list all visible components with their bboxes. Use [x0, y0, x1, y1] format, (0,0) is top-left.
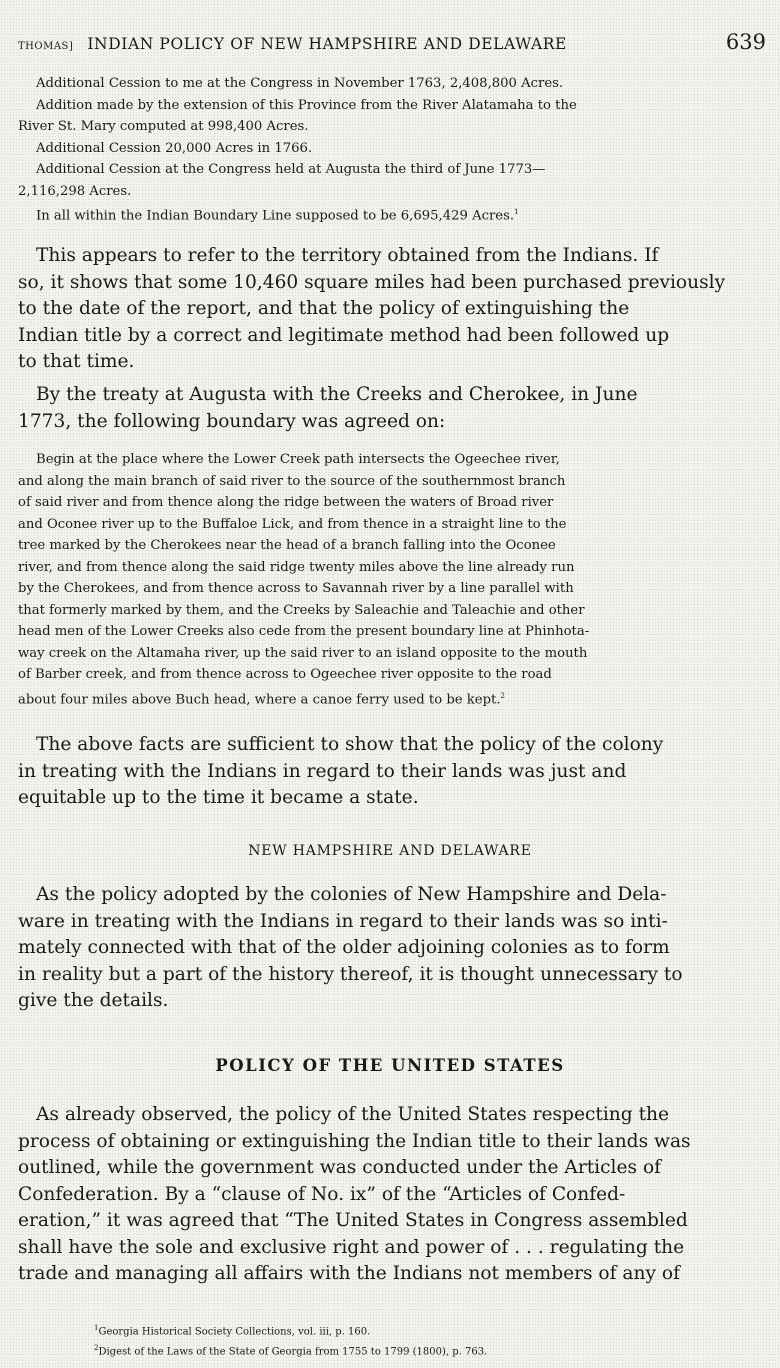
quote-line: of Barber creek, and from thence across to Ogeechee river opposite to the road — [18, 667, 552, 682]
section-heading-new-hampshire: NEW HAMPSHIRE AND DELAWARE — [248, 843, 532, 859]
quote-line: Begin at the place where the Lower Creek path intersects the Ogeechee river, — [36, 452, 560, 467]
running-header — [18, 30, 766, 56]
cession-line — [18, 202, 766, 227]
footnote — [94, 1320, 487, 1340]
cession-total: In all within the Indian Boundary Line supposed to be 6,695,429 Acres. — [36, 208, 515, 224]
cession-line: 2,116,298 Acres. — [18, 183, 132, 199]
text-line: give the details. — [18, 990, 169, 1011]
footnote-ref: 1 — [514, 208, 519, 216]
quote-line: and Oconee river up to the Buffaloe Lick, and from thence in a straight line to the — [18, 516, 567, 532]
paragraph-treaty — [18, 382, 766, 435]
paragraph-new-hampshire — [18, 882, 766, 1015]
quote-line: by the Cherokees, and from thence across to Savannah river by a line parallel with — [18, 581, 574, 596]
cession-line: Addition made by the extension of this Province from the River Alatamaha to the — [36, 97, 577, 113]
text-line: process of obtaining or extinguishing the Indian title to their lands was — [18, 1130, 691, 1152]
header-title: INDIAN POLICY OF NEW HAMPSHIRE AND DELAWARE — [87, 35, 567, 53]
text-line: outlined, while the government was conducted under the Articles of — [18, 1157, 662, 1178]
cession-line: River St. Mary computed at 998,400 Acres. — [18, 119, 309, 134]
quote-line: that formerly marked by them, and the Creeks by Saleachie and Taleachie and other — [18, 602, 585, 618]
paragraph-united-states — [18, 1102, 766, 1288]
text-line: ware in treating with the Indians in regard to their lands was so inti- — [18, 910, 668, 932]
cession-list — [18, 73, 766, 227]
text-line: Indian title by a correct and legitimate method had been followed up — [18, 324, 670, 346]
boundary-quote — [18, 449, 766, 710]
text-line: so, it shows that some 10,460 square miles had been purchased previously — [18, 271, 726, 293]
cession-line: Additional Cession 20,000 Acres in 1766. — [36, 140, 313, 156]
text-line: This appears to refer to the territory obtained from the Indians. If — [36, 245, 659, 266]
text-line: 1773, the following boundary was agreed on: — [18, 410, 446, 432]
text-line: eration,” it was agreed that “The United States in Congress assembled — [18, 1210, 688, 1231]
header-author: THOMAS] — [18, 41, 74, 52]
quote-line: tree marked by the Cherokees near the head of a branch falling into the Oconee — [18, 538, 556, 553]
paragraph-territory — [18, 243, 766, 376]
quote-line: and along the main branch of said river to the source of the southernmost branch — [18, 473, 566, 489]
text-line: equitable up to the time it became a state. — [18, 787, 419, 808]
quote-line: head men of the Lower Creeks also cede from the present boundary line at Phinhota- — [18, 624, 590, 639]
text-line: shall have the sole and exclusive right and power of . . . regulating the — [18, 1236, 685, 1258]
text-line: to that time. — [18, 351, 135, 372]
quote-line: way creek on the Altamaha river, up the said river to an island opposite to the mouth — [18, 645, 588, 661]
text-line: The above facts are sufficient to show that the policy of the colony — [36, 734, 664, 755]
text-line: in reality but a part of the history thereof, it is thought unnecessary to — [18, 963, 683, 985]
cession-line: Additional Cession to me at the Congress in November 1763, 2,408,800 Acres. — [36, 76, 564, 91]
text-line: Confederation. By a “clause of No. ix” of the “Articles of Confed- — [18, 1183, 626, 1205]
quote-line: of said river and from thence along the ridge between the waters of Broad river — [18, 495, 554, 510]
text-line: As the policy adopted by the colonies of New Hampshire and Dela- — [36, 884, 667, 905]
footnote-mark: 1 — [94, 1324, 99, 1332]
text-line: to the date of the report, and that the policy of extinguishing the — [18, 298, 630, 319]
footnotes — [94, 1320, 487, 1361]
text-line: By the treaty at Augusta with the Creeks and Cherokee, in June — [36, 384, 638, 405]
text-line: mately connected with that of the older adjoining colonies as to form — [18, 937, 670, 958]
footnote-text: Georgia Historical Society Collections, vol. iii, p. 160. — [98, 1326, 371, 1338]
footnote-ref: 2 — [500, 691, 505, 700]
text-line: As already observed, the policy of the United States respecting the — [36, 1104, 670, 1125]
page-number: 639 — [725, 30, 766, 54]
quote-last-text: about four miles above Buch head, where a canoe ferry used to be kept. — [18, 691, 501, 707]
quote-line: river, and from thence along the said ridge twenty miles above the line already run — [18, 559, 575, 575]
paragraph-facts — [18, 732, 766, 812]
quote-line — [18, 686, 766, 711]
section-heading-united-states: POLICY OF THE UNITED STATES — [215, 1056, 565, 1075]
footnote-mark: 2 — [94, 1344, 99, 1353]
text-line: in treating with the Indians in regard to their lands was just and — [18, 760, 627, 782]
footnote — [94, 1340, 487, 1360]
footnote-text: Digest of the Laws of the State of Georgia from 1755 to 1799 (1800), p. 763. — [98, 1346, 488, 1358]
text-line: trade and managing all affairs with the Indians not members of any of — [18, 1263, 680, 1284]
cession-line: Additional Cession at the Congress held at Augusta the third of June 1773— — [36, 162, 546, 177]
